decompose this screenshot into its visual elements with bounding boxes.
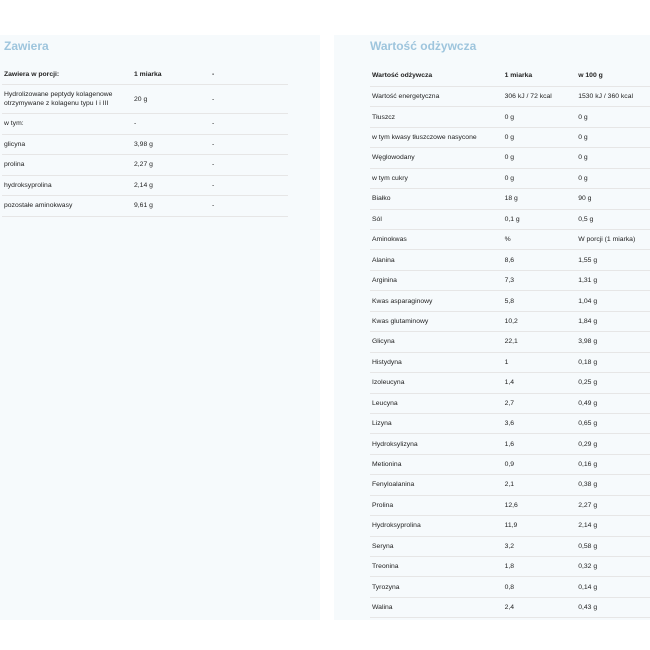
- table-cell: Leucyna: [370, 393, 503, 413]
- table-cell: 0,8: [503, 577, 577, 597]
- table-cell: Walina: [370, 597, 503, 617]
- nutrition-row: [370, 413, 650, 433]
- contents-row: [2, 155, 288, 176]
- table-cell: w tym:: [2, 114, 132, 135]
- table-cell: Arginina: [370, 270, 503, 290]
- column-header: 1 miarka: [503, 66, 577, 86]
- column-header: Wartość odżywcza: [370, 66, 503, 86]
- table-cell: 1530 kJ / 360 kcal: [576, 86, 650, 106]
- table-cell: 9,61 g: [132, 196, 210, 217]
- table-cell: 22,1: [503, 332, 577, 352]
- table-cell: pozostałe aminokwasy: [2, 196, 132, 217]
- table-cell: Kwas asparaginowy: [370, 291, 503, 311]
- table-cell: Kwas glutaminowy: [370, 311, 503, 331]
- contents-panel: [0, 35, 320, 620]
- table-cell: 1,31 g: [576, 270, 650, 290]
- table-cell: 1,84 g: [576, 311, 650, 331]
- table-cell: 0,18 g: [576, 352, 650, 372]
- table-cell: -: [210, 85, 288, 114]
- table-cell: Prolina: [370, 495, 503, 515]
- table-cell: 10,2: [503, 311, 577, 331]
- table-cell: 2,27 g: [576, 495, 650, 515]
- table-cell: 0,14 g: [576, 577, 650, 597]
- table-cell: 12,6: [503, 495, 577, 515]
- table-cell: 0,29 g: [576, 434, 650, 454]
- nutrition-row: [370, 536, 650, 556]
- nutrition-header-row: [370, 66, 650, 86]
- contents-row: [2, 85, 288, 114]
- table-cell: 0,58 g: [576, 536, 650, 556]
- contents-row: [2, 114, 288, 135]
- table-cell: Metionina: [370, 454, 503, 474]
- table-cell: -: [210, 114, 288, 135]
- table-cell: 0,5 g: [576, 209, 650, 229]
- table-cell: prolina: [2, 155, 132, 176]
- table-cell: 1,55 g: [576, 250, 650, 270]
- nutrition-row: [370, 577, 650, 597]
- column-header: 1 miarka: [132, 64, 210, 85]
- contents-row: [2, 196, 288, 217]
- nutrition-row: [370, 127, 650, 147]
- nutrition-row: [370, 597, 650, 617]
- table-cell: Hydrolizowane peptydy kolagenowe otrzymywane z kolagenu typu I i III: [2, 85, 132, 114]
- nutrition-row: [370, 352, 650, 372]
- table-cell: 3,2: [503, 536, 577, 556]
- nutrition-row: [370, 230, 650, 250]
- table-cell: 0,9: [503, 454, 577, 474]
- table-cell: 0,16 g: [576, 454, 650, 474]
- table-cell: Węglowodany: [370, 148, 503, 168]
- column-header: Zawiera w porcji:: [2, 64, 132, 85]
- table-cell: 18 g: [503, 189, 577, 209]
- table-cell: Hydroksyprolina: [370, 516, 503, 536]
- table-cell: 1: [503, 352, 577, 372]
- table-cell: 8,6: [503, 250, 577, 270]
- table-cell: 3,6: [503, 413, 577, 433]
- table-cell: W porcji (1 miarka): [576, 230, 650, 250]
- table-cell: -: [210, 175, 288, 196]
- table-cell: 2,14 g: [576, 516, 650, 536]
- nutrition-row: [370, 495, 650, 515]
- table-cell: 7,3: [503, 270, 577, 290]
- table-cell: Hydroksylizyna: [370, 434, 503, 454]
- nutrition-row: [370, 434, 650, 454]
- nutrition-row: [370, 148, 650, 168]
- table-cell: 0 g: [576, 107, 650, 127]
- table-cell: Sól: [370, 209, 503, 229]
- nutrition-row: [370, 393, 650, 413]
- table-cell: Aminokwas: [370, 230, 503, 250]
- table-cell: 2,27 g: [132, 155, 210, 176]
- table-cell: 11,9: [503, 516, 577, 536]
- nutrition-row: [370, 168, 650, 188]
- table-cell: 0,32 g: [576, 557, 650, 577]
- table-cell: 20 g: [132, 85, 210, 114]
- table-cell: 0 g: [576, 148, 650, 168]
- table-cell: -: [210, 196, 288, 217]
- table-cell: -: [210, 155, 288, 176]
- nutrition-row: [370, 332, 650, 352]
- table-cell: 0 g: [503, 148, 577, 168]
- table-cell: Histydyna: [370, 352, 503, 372]
- nutrition-row: [370, 250, 650, 270]
- table-cell: w tym cukry: [370, 168, 503, 188]
- nutrition-row: [370, 86, 650, 106]
- table-cell: 306 kJ / 72 kcal: [503, 86, 577, 106]
- table-cell: 2,14 g: [132, 175, 210, 196]
- table-cell: 3,98 g: [132, 134, 210, 155]
- contents-heading: Zawiera: [4, 39, 49, 53]
- table-cell: 0,25 g: [576, 373, 650, 393]
- table-cell: %: [503, 230, 577, 250]
- nutrition-panel: [334, 35, 650, 620]
- nutrition-row: [370, 516, 650, 536]
- table-cell: -: [132, 114, 210, 135]
- table-cell: Izoleucyna: [370, 373, 503, 393]
- table-cell: 5,8: [503, 291, 577, 311]
- contents-row: [2, 175, 288, 196]
- table-cell: 0,65 g: [576, 413, 650, 433]
- table-cell: hydroksyprolina: [2, 175, 132, 196]
- table-cell: Alanina: [370, 250, 503, 270]
- table-cell: w tym kwasy tłuszczowe nasycone: [370, 127, 503, 147]
- table-cell: 1,6: [503, 434, 577, 454]
- nutrition-row: [370, 557, 650, 577]
- table-cell: Wartość energetyczna: [370, 86, 503, 106]
- table-cell: 90 g: [576, 189, 650, 209]
- table-cell: 0 g: [503, 168, 577, 188]
- contents-table: [2, 64, 288, 217]
- table-cell: Glicyna: [370, 332, 503, 352]
- contents-header-row: [2, 64, 288, 85]
- nutrition-table: [370, 66, 650, 618]
- table-cell: 1,8: [503, 557, 577, 577]
- table-cell: 1,04 g: [576, 291, 650, 311]
- nutrition-row: [370, 107, 650, 127]
- table-cell: Fenyloalanina: [370, 475, 503, 495]
- table-cell: 1,4: [503, 373, 577, 393]
- table-cell: 0,49 g: [576, 393, 650, 413]
- table-cell: Seryna: [370, 536, 503, 556]
- table-cell: 2,1: [503, 475, 577, 495]
- nutrition-row: [370, 291, 650, 311]
- table-cell: Białko: [370, 189, 503, 209]
- table-cell: 0 g: [576, 127, 650, 147]
- table-cell: 0 g: [503, 127, 577, 147]
- nutrition-row: [370, 189, 650, 209]
- nutrition-row: [370, 373, 650, 393]
- table-cell: 3,98 g: [576, 332, 650, 352]
- table-cell: 0 g: [503, 107, 577, 127]
- table-cell: 2,7: [503, 393, 577, 413]
- nutrition-row: [370, 475, 650, 495]
- table-cell: 0 g: [576, 168, 650, 188]
- nutrition-row: [370, 270, 650, 290]
- table-cell: Lizyna: [370, 413, 503, 433]
- column-header: w 100 g: [576, 66, 650, 86]
- table-cell: Treonina: [370, 557, 503, 577]
- table-cell: Tłuszcz: [370, 107, 503, 127]
- column-header: -: [210, 64, 288, 85]
- table-cell: 0,43 g: [576, 597, 650, 617]
- table-cell: -: [210, 134, 288, 155]
- table-cell: glicyna: [2, 134, 132, 155]
- table-cell: 0,1 g: [503, 209, 577, 229]
- table-cell: Tyrozyna: [370, 577, 503, 597]
- nutrition-row: [370, 209, 650, 229]
- table-cell: 2,4: [503, 597, 577, 617]
- nutrition-heading: Wartość odżywcza: [370, 39, 477, 53]
- table-cell: 0,38 g: [576, 475, 650, 495]
- contents-row: [2, 134, 288, 155]
- nutrition-row: [370, 454, 650, 474]
- nutrition-row: [370, 311, 650, 331]
